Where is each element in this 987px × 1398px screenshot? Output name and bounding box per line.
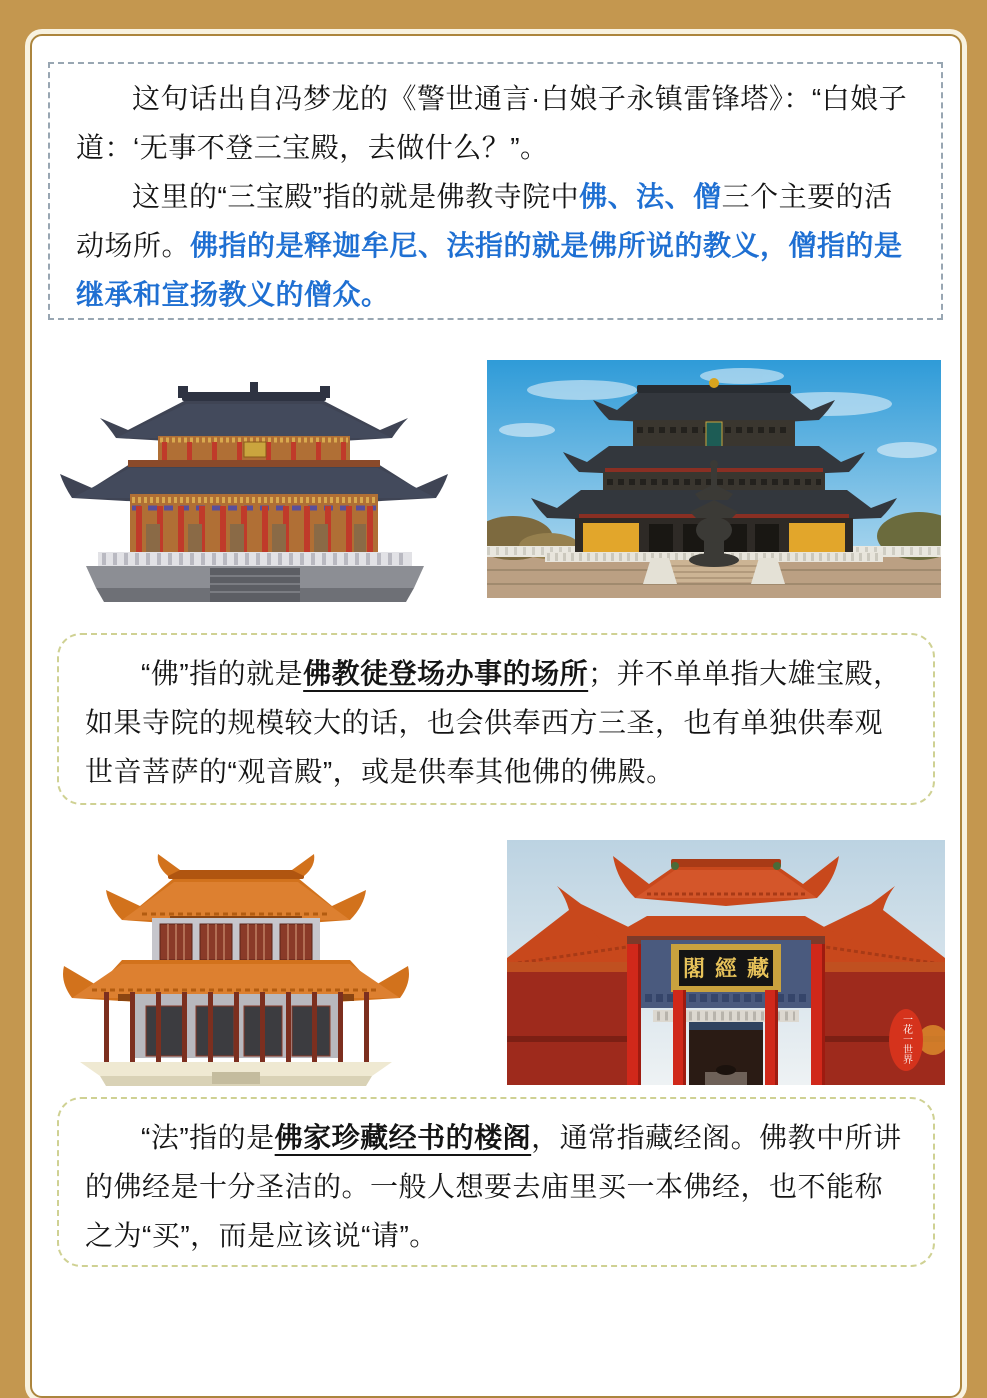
fa-text-block bbox=[57, 1097, 935, 1267]
lower-storey-wall bbox=[130, 494, 378, 560]
intro-paragraph-2 bbox=[76, 172, 915, 319]
intro-p2-plain-1: 这里的“三宝殿”指的就是佛教寺院中 bbox=[132, 181, 580, 212]
intro-p2-highlight-1: 佛、法、僧 bbox=[579, 181, 722, 212]
ridge-gold-ornament bbox=[709, 378, 719, 388]
watermark-seal-text: 一花一世界 bbox=[900, 1014, 912, 1064]
fo-paragraph bbox=[85, 649, 907, 796]
intro-p2-highlight-2: 佛指的是释迦牟尼、法指的就是佛所说的教义，僧指的是继承和宣扬教义的僧众。 bbox=[76, 230, 903, 310]
upper-ridge bbox=[168, 870, 304, 879]
fa-underlined: 佛家珍藏经书的楼阁 bbox=[274, 1122, 532, 1153]
hall-3d-render-graphic bbox=[58, 356, 452, 602]
plaque-text: 閣經藏 bbox=[682, 956, 780, 981]
yellow-wall-left bbox=[583, 523, 639, 553]
balustrade bbox=[98, 552, 412, 566]
upper-ridge bbox=[182, 392, 326, 401]
intro-paragraph-1 bbox=[76, 74, 915, 172]
teal-plaque bbox=[706, 422, 722, 450]
intro-quote-text: 这句话出自冯梦龙的《警世通言·白娘子永镇雷锋塔》：“白娘子道：‘无事不登三宝殿，去做什么？”。 bbox=[76, 83, 908, 163]
intro-text-block bbox=[48, 62, 943, 320]
fa-plain-2: ，通常指藏经阁。佛教中所讲的佛经是十分圣洁的。一般人想要去庙里买一本佛经，也不能称之为“买”，而是应该说“请”。 bbox=[85, 1122, 902, 1251]
main-hall-photo-graphic bbox=[487, 360, 941, 598]
pavilion-3d-render-graphic bbox=[62, 836, 410, 1086]
pavilion-3d-render-image bbox=[62, 836, 410, 1086]
fa-paragraph bbox=[85, 1113, 907, 1260]
intro-p2-plain-2: 三个主要的活动场所。 bbox=[76, 181, 893, 261]
left-red-wall bbox=[507, 970, 639, 1085]
fo-plain-1: “佛”指的就是 bbox=[141, 658, 304, 689]
main-ridge bbox=[671, 859, 781, 867]
upper-plaque bbox=[244, 442, 266, 457]
yellow-wall-right bbox=[789, 523, 845, 553]
hall-3d-render-image bbox=[58, 356, 452, 602]
fa-plain-1: “法”指的是 bbox=[141, 1122, 275, 1153]
fo-underlined: 佛教徒登场办事的场所 bbox=[303, 658, 589, 689]
sutra-pavilion-photo-graphic bbox=[507, 840, 945, 1085]
main-hall-photo bbox=[487, 360, 941, 598]
fo-plain-2: ；并不单单指大雄宝殿，如果寺院的规模较大的话，也会供奉西方三圣，也有单独供奉观世音菩萨的“观音殿”，或是供奉其他佛的佛殿。 bbox=[85, 658, 902, 787]
fo-text-block bbox=[57, 633, 935, 805]
sutra-pavilion-photo bbox=[507, 840, 945, 1085]
front-steps bbox=[212, 1072, 260, 1084]
